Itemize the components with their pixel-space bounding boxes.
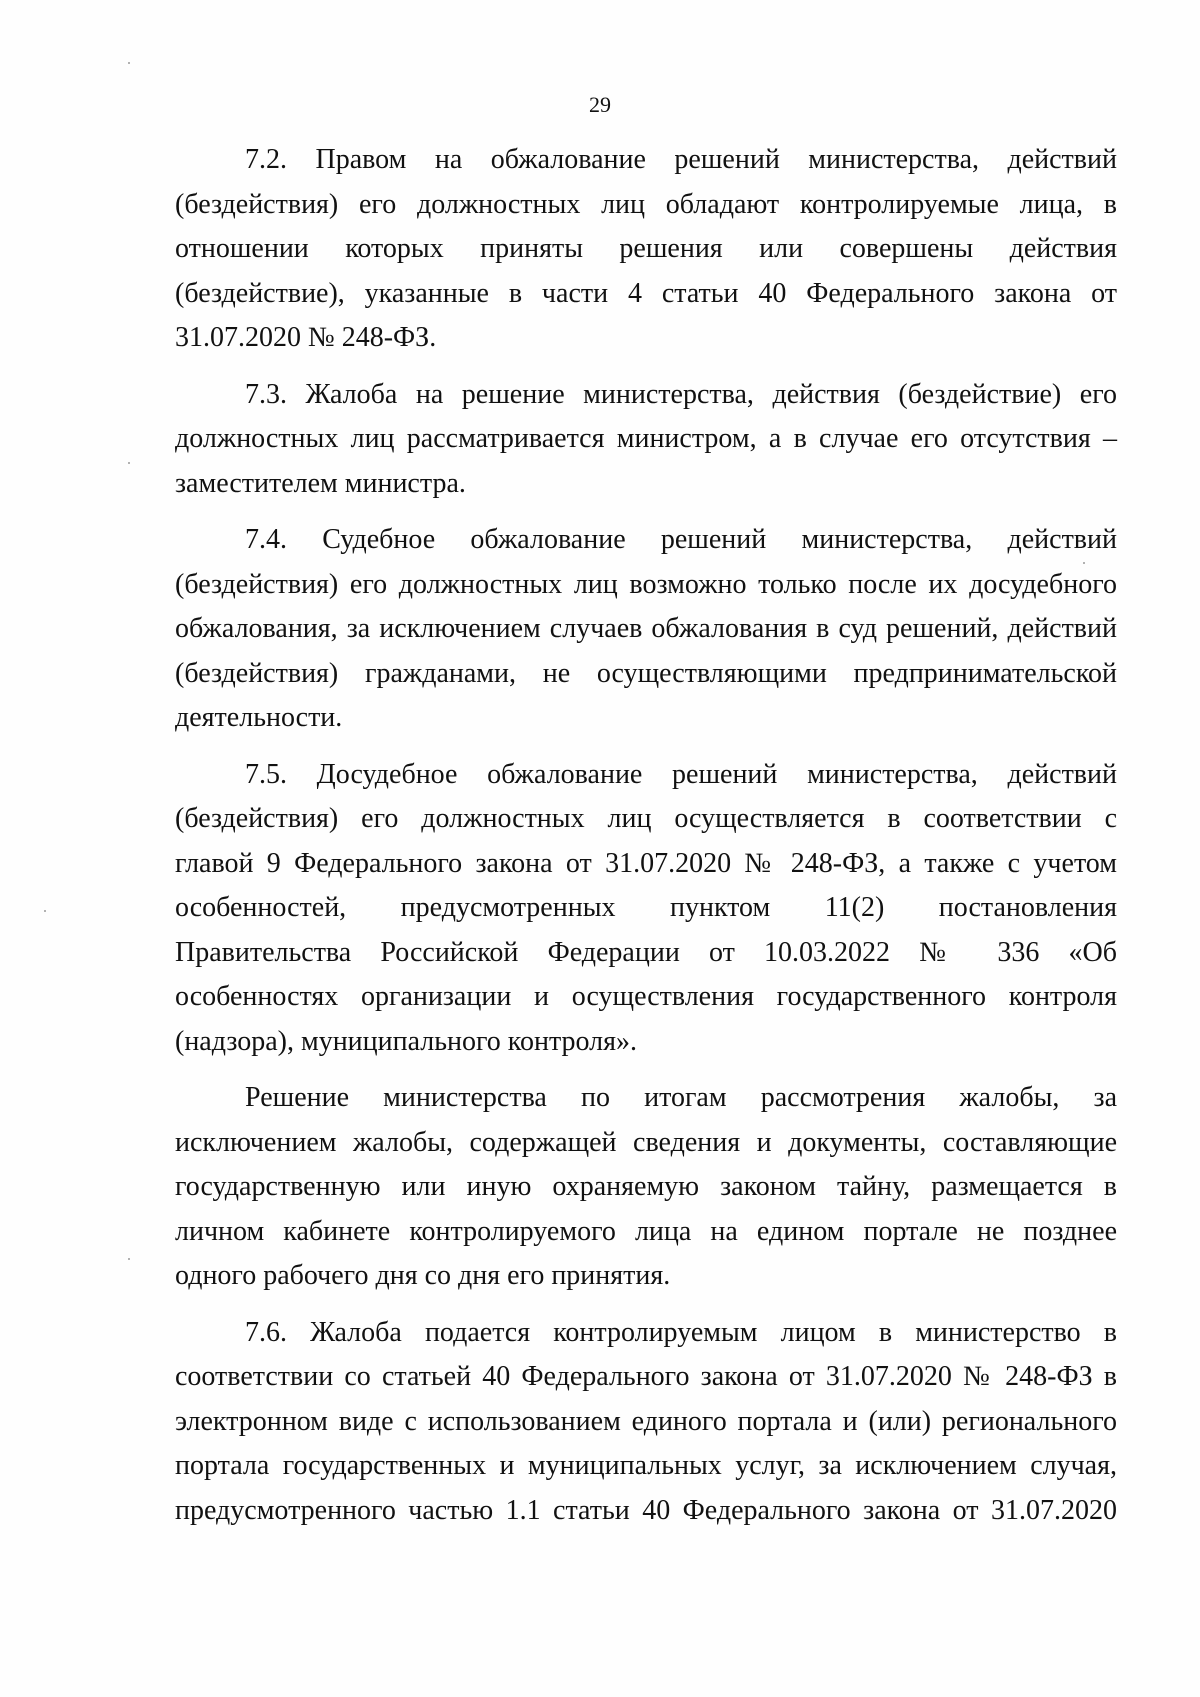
- paragraph-7-2: [175, 138, 1117, 361]
- text-line: Решение министерства по итогам рассмотрения жалобы, за: [245, 1082, 1117, 1113]
- text-line: 7.3. Жалоба на решение министерства, действия (бездействие) его: [245, 378, 1117, 410]
- text-line: 7.5. Досудебное обжалование решений министерства, действий: [245, 758, 1117, 790]
- text-line: деятельности.: [175, 702, 343, 733]
- page-number: 29: [589, 92, 611, 117]
- text-line: 31.07.2020 № 248-ФЗ.: [175, 322, 437, 353]
- text-line: одного рабочего дня со дня его принятия.: [175, 1260, 671, 1291]
- text-line: государственную или иную охраняемую законом тайну, размещается в: [175, 1171, 1117, 1202]
- text-line: обжалования, за исключением случаев обжалования в суд решений, действий: [175, 613, 1117, 644]
- text-line: (бездействия) его должностных лиц возможно только после их досудебного: [175, 568, 1117, 600]
- text-line: электронном виде с использованием единого портала и (или) регионального: [175, 1405, 1117, 1437]
- text-line: особенностей, предусмотренных пунктом 11(2) постановления: [175, 892, 1117, 923]
- text-line: 7.2. Правом на обжалование решений министерства, действий: [245, 144, 1117, 175]
- document-body: [175, 138, 1117, 1545]
- paragraph-7-6: [175, 1311, 1117, 1534]
- paragraph-7-3: [175, 373, 1117, 507]
- paragraph-7-5: [175, 753, 1117, 1065]
- paragraph-decision: [175, 1076, 1117, 1299]
- text-line: Правительства Российской Федерации от 10.03.2022 № 336 «Об: [175, 936, 1117, 968]
- text-line: отношении которых приняты решения или совершены действия: [175, 233, 1117, 264]
- text-line: личном кабинете контролируемого лица на едином портале не позднее: [175, 1215, 1117, 1247]
- text-line: особенностях организации и осуществления государственного контроля: [175, 981, 1117, 1012]
- text-line: (надзора), муниципального контроля».: [175, 1025, 638, 1057]
- scan-speck: [128, 1258, 130, 1260]
- text-line: предусмотренного частью 1.1 статьи 40 Федерального закона от 31.07.2020: [175, 1494, 1117, 1526]
- text-line: 7.4. Судебное обжалование решений министерства, действий: [245, 524, 1117, 555]
- text-line: (бездействия) его должностных лиц обладают контролируемые лица, в: [175, 188, 1117, 220]
- text-line: (бездействия) его должностных лиц осуществляется в соответствии с: [175, 803, 1117, 834]
- text-line: портала государственных и муниципальных услуг, за исключением случая,: [175, 1450, 1117, 1481]
- text-line: (бездействие), указанные в части 4 статьи 40 Федерального закона от: [175, 277, 1117, 309]
- paragraph-7-4: [175, 518, 1117, 741]
- text-line: 7.6. Жалоба подается контролируемым лицом в министерство в: [245, 1316, 1117, 1348]
- text-line: соответствии со статьей 40 Федерального закона от 31.07.2020 № 248-ФЗ в: [175, 1361, 1117, 1392]
- text-line: (бездействия) гражданами, не осуществляющими предпринимательской: [175, 657, 1117, 689]
- text-line: должностных лиц рассматривается министром, а в случае его отсутствия –: [175, 423, 1117, 454]
- scan-speck: [1083, 562, 1085, 564]
- scan-speck: [128, 462, 130, 464]
- text-line: исключением жалобы, содержащей сведения и документы, составляющие: [175, 1126, 1117, 1158]
- scan-speck: [44, 910, 46, 912]
- scan-speck: [128, 62, 130, 64]
- text-line: заместителем министра.: [175, 467, 466, 499]
- text-line: главой 9 Федерального закона от 31.07.2020 № 248-ФЗ, а также с учетом: [175, 847, 1117, 879]
